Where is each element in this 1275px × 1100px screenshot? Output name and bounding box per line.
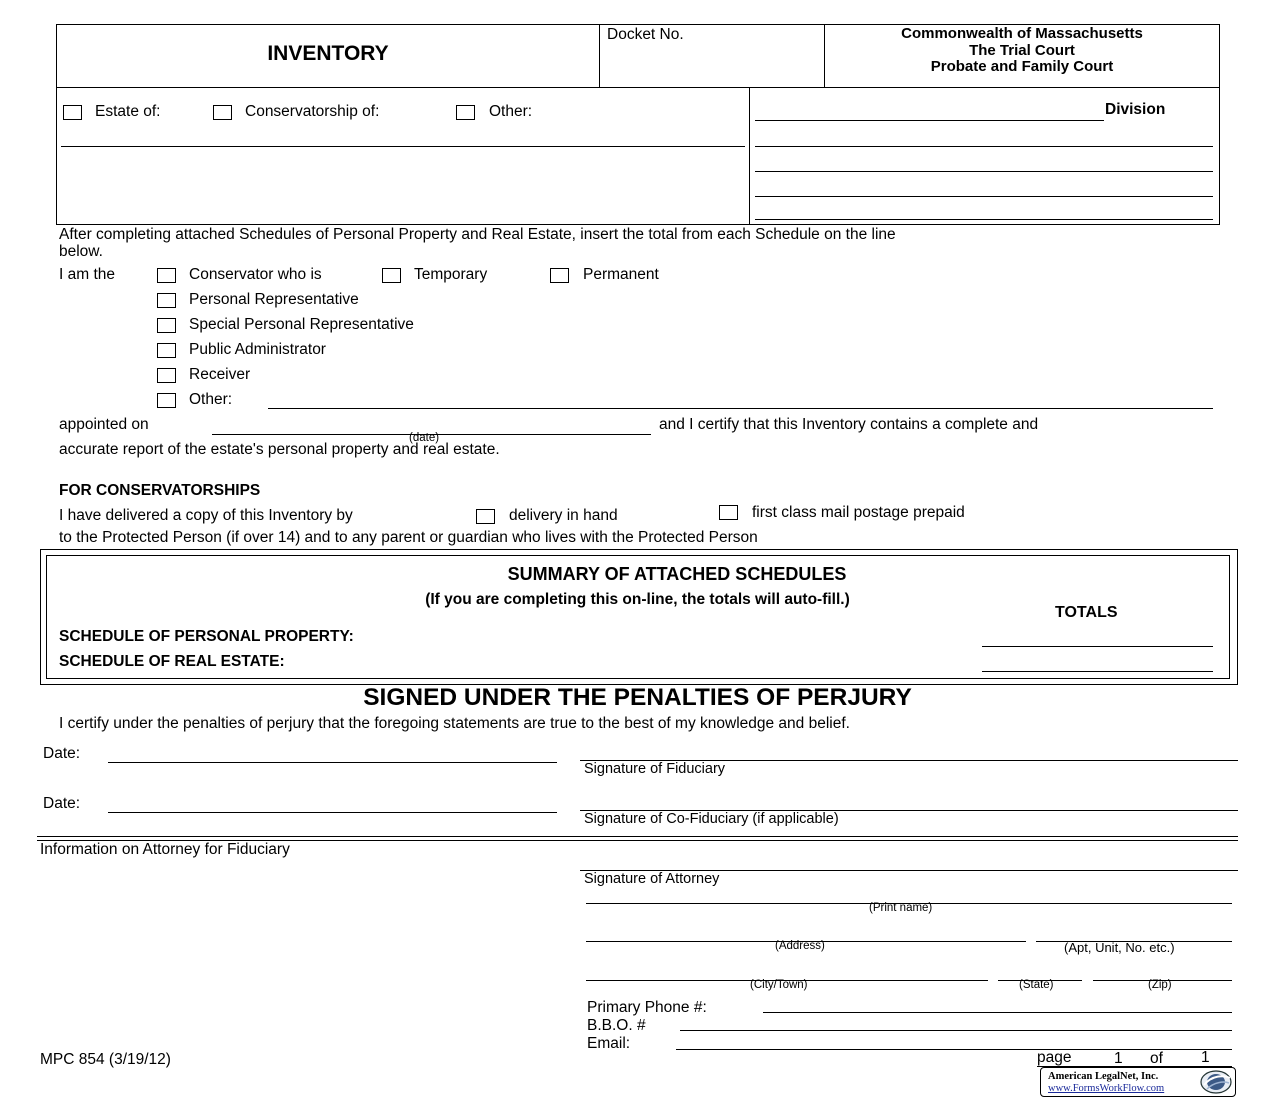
conservatorships-heading: FOR CONSERVATORSHIPS — [59, 482, 261, 499]
delivery-hand-label: delivery in hand — [509, 507, 618, 524]
of-label: of — [1150, 1050, 1163, 1067]
other-role-checkbox[interactable] — [157, 393, 176, 408]
public-admin-label: Public Administrator — [189, 341, 326, 358]
real-estate-label: SCHEDULE OF REAL ESTATE: — [59, 653, 285, 670]
phone-line[interactable] — [763, 1012, 1232, 1013]
division-input-line[interactable] — [755, 120, 1104, 121]
permanent-label: Permanent — [583, 266, 659, 283]
conservatorship-label: Conservatorship of: — [245, 103, 380, 120]
personal-property-total[interactable] — [982, 646, 1213, 647]
logo-company-name: American LegalNet, Inc. — [1048, 1071, 1159, 1082]
case-name-line[interactable] — [61, 146, 745, 147]
delivered-text: I have delivered a copy of this Inventory by — [59, 507, 353, 524]
page-number: 1 — [1114, 1050, 1123, 1067]
email-label: Email: — [587, 1035, 631, 1052]
conservatorship-checkbox[interactable] — [213, 105, 232, 120]
date-line-2[interactable] — [108, 812, 557, 813]
docket-label: Docket No. — [607, 26, 684, 43]
appointed-on-label: appointed on — [59, 416, 149, 433]
court-name-line2: The Trial Court — [969, 42, 1075, 59]
fiduciary-signature-label: Signature of Fiduciary — [584, 761, 726, 777]
conservator-label: Conservator who is — [189, 266, 322, 283]
other-case-checkbox[interactable] — [456, 105, 475, 120]
american-legalnet-logo[interactable] — [1040, 1067, 1236, 1097]
phone-label: Primary Phone #: — [587, 999, 707, 1016]
date-caption: (date) — [409, 432, 440, 444]
date-label-2: Date: — [43, 795, 81, 812]
city-caption: (City/Town) — [750, 979, 808, 991]
special-personal-rep-checkbox[interactable] — [157, 318, 176, 333]
attorney-signature-label: Signature of Attorney — [584, 871, 720, 887]
real-estate-total[interactable] — [982, 671, 1213, 672]
personal-rep-checkbox[interactable] — [157, 293, 176, 308]
delivery-hand-checkbox[interactable] — [476, 509, 495, 524]
form-title: INVENTORY — [267, 42, 389, 65]
division-line-4[interactable] — [755, 196, 1213, 197]
other-role-line[interactable] — [268, 408, 1213, 409]
first-class-mail-checkbox[interactable] — [719, 505, 738, 520]
division-line-3[interactable] — [755, 171, 1213, 172]
page-total: 1 — [1201, 1049, 1210, 1066]
role-lead: I am the — [59, 266, 115, 283]
personal-property-label: SCHEDULE OF PERSONAL PROPERTY: — [59, 628, 354, 645]
apt-caption: (Apt, Unit, No. etc.) — [1064, 940, 1175, 955]
other-role-label: Other: — [189, 391, 233, 408]
docket-number-input[interactable] — [606, 48, 822, 80]
personal-rep-label: Personal Representative — [189, 291, 359, 308]
receiver-checkbox[interactable] — [157, 368, 176, 383]
globe-icon — [1198, 1069, 1234, 1095]
estate-checkbox[interactable] — [63, 105, 82, 120]
form-id: MPC 854 (3/19/12) — [40, 1051, 171, 1068]
other-case-label: Other: — [489, 103, 533, 120]
court-name-line1: Commonwealth of Massachusetts — [901, 25, 1143, 42]
logo-url[interactable]: www.FormsWorkFlow.com — [1048, 1083, 1165, 1094]
temporary-checkbox[interactable] — [382, 268, 401, 283]
court-name-line3: Probate and Family Court — [930, 58, 1114, 75]
totals-label: TOTALS — [1055, 604, 1118, 621]
first-class-mail-label: first class mail postage prepaid — [752, 504, 965, 521]
zip-caption: (Zip) — [1148, 979, 1172, 991]
perjury-heading: SIGNED UNDER THE PENALTIES OF PERJURY — [363, 684, 912, 711]
conservator-checkbox[interactable] — [157, 268, 176, 283]
instructions-line1: After completing attached Schedules of Personal Property and Real Estate, insert the total from each Schedule on the line — [59, 226, 896, 243]
page-label: page — [1037, 1049, 1072, 1066]
bbo-label: B.B.O. # — [587, 1017, 646, 1034]
email-line[interactable] — [676, 1049, 1232, 1050]
co-fiduciary-signature-label: Signature of Co-Fiduciary (if applicable) — [584, 811, 839, 827]
perjury-certify: I certify under the penalties of perjury that the foregoing statements are true to the best of my knowledge and belief. — [59, 715, 850, 732]
temporary-label: Temporary — [414, 266, 488, 283]
public-admin-checkbox[interactable] — [157, 343, 176, 358]
date-line-1[interactable] — [108, 762, 557, 763]
special-personal-rep-label: Special Personal Representative — [189, 316, 414, 333]
summary-title: SUMMARY OF ATTACHED SCHEDULES — [507, 564, 847, 584]
summary-subtitle: (If you are completing this on-line, the totals will auto-fill.) — [425, 591, 850, 608]
instructions-line2: below. — [59, 243, 103, 260]
certify-text: and I certify that this Inventory contains a complete and — [659, 416, 1039, 433]
division-line-2[interactable] — [755, 146, 1213, 147]
state-caption: (State) — [1019, 979, 1054, 991]
division-line-5 — [755, 219, 1213, 220]
receiver-label: Receiver — [189, 366, 251, 383]
estate-label: Estate of: — [95, 103, 161, 120]
permanent-checkbox[interactable] — [550, 268, 569, 283]
bbo-line[interactable] — [680, 1030, 1232, 1031]
address-caption: (Address) — [775, 940, 825, 952]
certify-text-2: accurate report of the estate's personal property and real estate. — [59, 441, 500, 458]
attorney-heading: Information on Attorney for Fiduciary — [40, 841, 290, 858]
section-divider-top — [37, 836, 1238, 837]
protected-person-text: to the Protected Person (if over 14) and to any parent or guardian who lives with the Protected Person — [59, 529, 758, 546]
print-name-caption: (Print name) — [869, 902, 933, 914]
division-label: Division — [1105, 101, 1166, 118]
date-label-1: Date: — [43, 745, 81, 762]
